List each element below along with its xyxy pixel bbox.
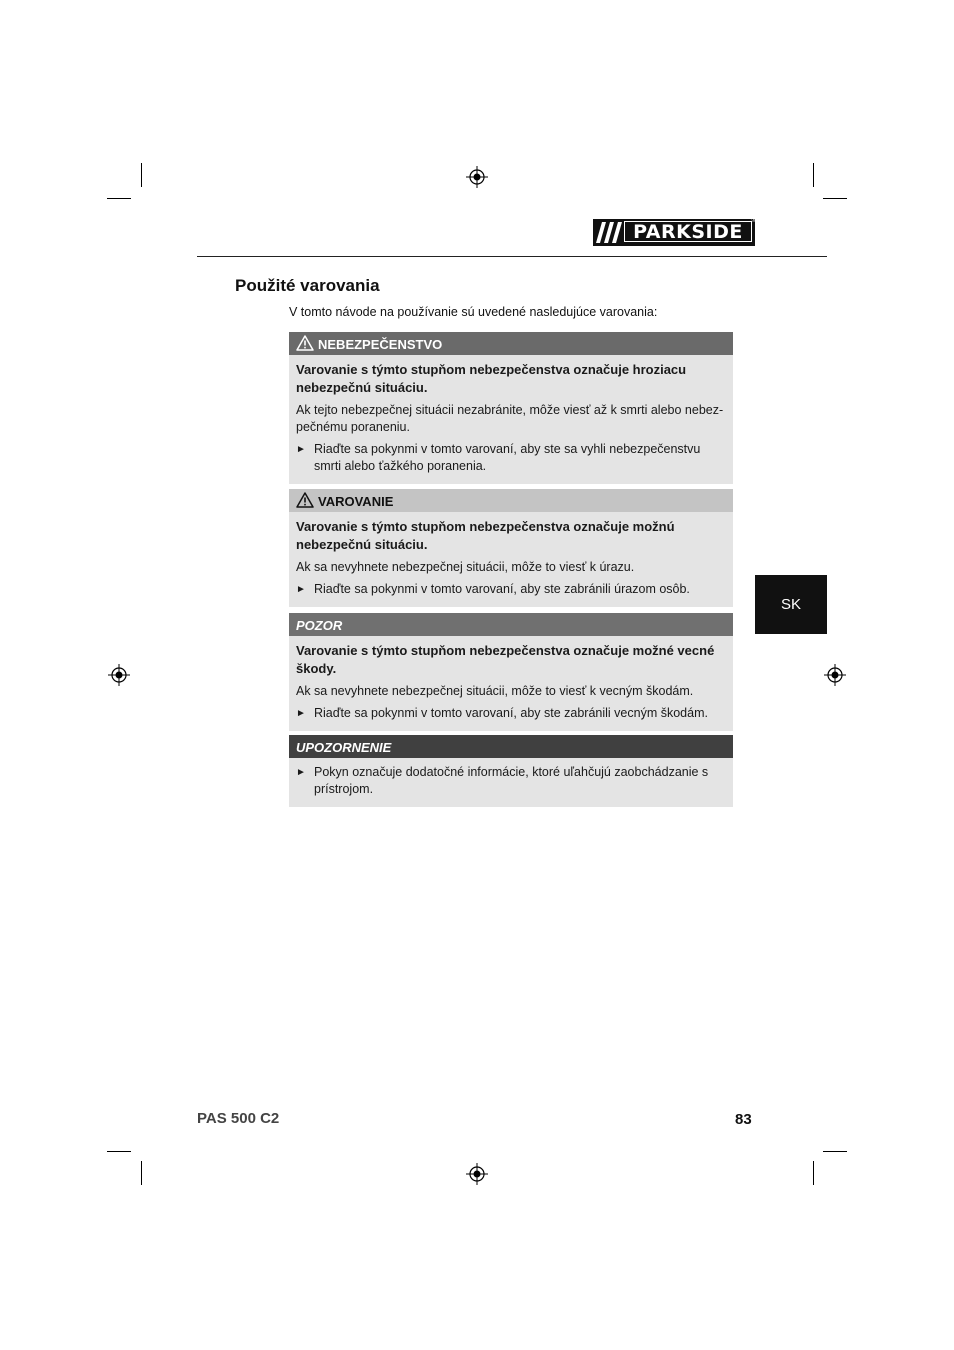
- danger-header-label: NEBEZPEČENSTVO: [318, 337, 443, 352]
- warning-header-label: VAROVANIE: [318, 494, 394, 509]
- danger-header: [289, 332, 733, 355]
- warning-header: [289, 489, 733, 512]
- warning-definition: Varovanie s týmto stupňom nebezpečenstva označuje možnú nebezpečnú situáciu.: [296, 519, 675, 552]
- registration-mark-icon: [466, 166, 488, 188]
- crop-mark: [107, 198, 131, 199]
- header-divider: [197, 256, 827, 257]
- language-tab: SK: [755, 575, 827, 634]
- danger-instruction-text: Riaďte sa pokynmi v tomto varovaní, aby ste sa vyhli nebezpečenstvu smrti alebo ťažkého poranenia.: [314, 442, 701, 473]
- crop-mark: [141, 163, 142, 187]
- logo-box: [624, 221, 752, 242]
- registration-mark-icon: [466, 1163, 488, 1185]
- logo-text: PARKSIDE: [633, 221, 743, 243]
- crop-mark: [141, 1161, 142, 1185]
- warning-description: Ak sa nevyhnete nebezpečnej situácii, môže to viesť k úrazu.: [296, 560, 635, 574]
- note-box: [289, 735, 733, 807]
- warning-body: [289, 512, 733, 607]
- footer-model: PAS 500 C2: [197, 1110, 280, 1127]
- parkside-logo: [593, 219, 755, 246]
- caution-instruction: [296, 705, 724, 722]
- caution-box: [289, 613, 733, 731]
- warning-instruction: [296, 581, 724, 598]
- logo-slashes-icon: [596, 222, 622, 243]
- intro-text: V tomto návode na používanie sú uvedené nasledujúce varovania:: [289, 305, 658, 319]
- crop-mark: [813, 163, 814, 187]
- caution-definition: Varovanie s týmto stupňom nebezpečenstva označuje možné vecné škody.: [296, 643, 715, 676]
- bullet-arrow-icon: ►: [296, 584, 306, 595]
- registration-mark-icon: [824, 664, 846, 686]
- page-number: 83: [735, 1111, 752, 1128]
- caution-description: Ak sa nevyhnete nebezpečnej situácii, môže to viesť k vecným škodám.: [296, 684, 694, 698]
- note-instruction: [296, 764, 724, 798]
- danger-box: [289, 332, 733, 484]
- crop-mark: [813, 1161, 814, 1185]
- danger-body: [289, 355, 733, 484]
- caution-body: [289, 636, 733, 731]
- note-header: [289, 735, 733, 758]
- warning-triangle-icon: [296, 335, 314, 351]
- registered-mark: ®: [751, 218, 756, 224]
- caution-instruction-text: Riaďte sa pokynmi v tomto varovaní, aby ste zabránili vecným škodám.: [314, 706, 708, 720]
- danger-instruction: [296, 441, 724, 475]
- danger-description: Ak tejto nebezpečnej situácii nezabránite, môže viesť až k smrti alebo nebezpečnému poraneniu.: [296, 403, 724, 434]
- warning-box: [289, 489, 733, 607]
- caution-header-label: POZOR: [296, 618, 343, 633]
- danger-definition: Varovanie s týmto stupňom nebezpečenstva označuje hroziacu nebezpečnú situáciu.: [296, 362, 687, 395]
- warning-triangle-icon: [296, 492, 314, 508]
- warning-instruction-text: Riaďte sa pokynmi v tomto varovaní, aby ste zabránili úrazom osôb.: [314, 582, 690, 596]
- crop-mark: [823, 198, 847, 199]
- crop-mark: [107, 1151, 131, 1152]
- registration-mark-icon: [108, 664, 130, 686]
- caution-header: [289, 613, 733, 636]
- note-body: [289, 758, 733, 807]
- bullet-arrow-icon: ►: [296, 767, 306, 778]
- note-instruction-text: Pokyn označuje dodatočné informácie, ktoré uľahčujú zaobchádzanie s prístrojom.: [314, 765, 709, 796]
- note-header-label: UPOZORNENIE: [296, 740, 392, 755]
- section-title: Použité varovania: [235, 276, 380, 295]
- crop-mark: [823, 1151, 847, 1152]
- bullet-arrow-icon: ►: [296, 708, 306, 719]
- bullet-arrow-icon: ►: [296, 444, 306, 455]
